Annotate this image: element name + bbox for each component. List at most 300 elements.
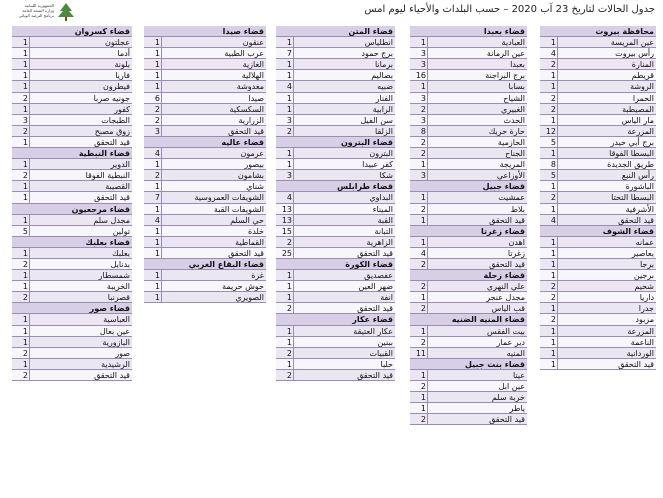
- locality-name: الدوير: [110, 160, 130, 170]
- table-row: [144, 170, 266, 181]
- case-count: 7: [276, 48, 294, 58]
- table-row: [410, 137, 527, 148]
- locality-name: الأشرفية: [625, 204, 654, 214]
- case-count: 2: [12, 259, 30, 269]
- locality-name: شكا: [379, 171, 393, 181]
- locality-name: الغازية: [242, 60, 264, 70]
- table-row: [276, 204, 395, 215]
- page-title: جدول الحالات لتاريخ 23 آب 2020 – حسب البلدات والأحياء ليوم امس: [364, 4, 655, 15]
- locality-name: الفنار: [375, 93, 393, 103]
- table-row: [276, 170, 395, 181]
- locality-name: قيد التحقق: [489, 259, 525, 269]
- locality-name: الهلالية: [241, 71, 264, 81]
- locality-name: تولين: [112, 226, 130, 236]
- case-count: 1: [540, 359, 558, 369]
- header-count-cell: [12, 303, 30, 313]
- district-header: [410, 270, 527, 281]
- table-row: [276, 104, 395, 115]
- district-name: قضاء زغرتا: [480, 226, 525, 236]
- locality-name: بلونة: [114, 60, 130, 70]
- case-count: 1: [12, 192, 30, 202]
- locality-name: سن الفيل: [360, 115, 393, 125]
- locality-name: بسابا: [508, 82, 525, 92]
- locality-name: المزرعة: [627, 326, 654, 336]
- locality-name: بصاليم: [371, 71, 393, 81]
- district-header: [12, 148, 132, 159]
- case-count: 1: [12, 37, 30, 47]
- district-name: قضاء جبيل: [482, 182, 525, 192]
- locality-name: حوش حريمة: [222, 282, 264, 292]
- locality-name: شمسطار: [98, 271, 130, 281]
- table-row: [276, 370, 395, 381]
- table-row: [12, 170, 132, 181]
- table-row: [540, 259, 656, 270]
- table-row: [410, 148, 527, 159]
- table-row: [276, 59, 395, 70]
- table-row: [276, 270, 395, 281]
- case-count: 1: [144, 226, 162, 236]
- case-count: 1: [12, 337, 30, 347]
- table-row: [12, 270, 132, 281]
- locality-name: دير عمار: [496, 337, 525, 347]
- column-4: [144, 26, 266, 303]
- case-count: 1: [144, 37, 162, 47]
- locality-name: خلدة: [248, 226, 264, 236]
- table-row: [12, 70, 132, 81]
- case-count: 4: [276, 192, 294, 202]
- locality-name: الشياح: [503, 93, 525, 103]
- case-count: 1: [276, 59, 294, 69]
- locality-name: قيد التحقق: [618, 215, 654, 225]
- case-count: 2: [276, 348, 294, 358]
- table-row: [540, 215, 656, 226]
- locality-name: القصيبة: [105, 182, 130, 192]
- district-name: قضاء زحلة: [483, 271, 525, 281]
- case-count: 1: [410, 326, 428, 336]
- case-count: 1: [540, 248, 558, 258]
- locality-name: عيتا: [512, 370, 525, 380]
- case-count: 1: [12, 270, 30, 280]
- cedar-logo-icon: [56, 2, 76, 22]
- case-count: 1: [410, 215, 428, 225]
- table-row: [540, 237, 656, 248]
- table-row: [540, 37, 656, 48]
- case-count: 1: [540, 326, 558, 336]
- table-row: [276, 93, 395, 104]
- case-count: 1: [144, 281, 162, 291]
- table-row: [540, 59, 656, 70]
- header-count-cell: [276, 181, 294, 191]
- locality-name: صيدا: [248, 93, 264, 103]
- locality-name: الشويفات العمروسية: [194, 193, 264, 203]
- header-count-cell: [276, 137, 294, 147]
- locality-name: الزاهرية: [366, 237, 393, 247]
- table-row: [410, 381, 527, 392]
- case-count: 11: [410, 348, 428, 358]
- table-row: [144, 281, 266, 292]
- table-row: [144, 270, 266, 281]
- district-header: [144, 259, 266, 270]
- table-row: [410, 170, 527, 181]
- column-3: [276, 26, 395, 381]
- table-row: [12, 181, 132, 192]
- table-row: [540, 81, 656, 92]
- locality-name: الزرارية: [238, 115, 264, 125]
- case-count: 2: [410, 303, 428, 313]
- table-row: [410, 303, 527, 314]
- district-header: [276, 314, 395, 325]
- locality-name: قيد التحقق: [228, 126, 264, 136]
- table-row: [144, 81, 266, 92]
- header-count-cell: [410, 226, 428, 236]
- case-count: 1: [540, 337, 558, 347]
- header-count-cell: [410, 359, 428, 369]
- table-row: [12, 159, 132, 170]
- locality-name: الجناح: [505, 149, 525, 159]
- case-count: 2: [540, 93, 558, 103]
- locality-name: قيد التحقق: [618, 359, 654, 369]
- locality-name: قيد التحقق: [228, 248, 264, 258]
- table-row: [410, 48, 527, 59]
- locality-name: قب الياس: [491, 304, 525, 314]
- locality-name: المريجة: [499, 160, 525, 170]
- case-count: 1: [276, 104, 294, 114]
- locality-name: عين بعال: [99, 326, 130, 336]
- header-count-cell: [276, 26, 294, 36]
- table-row: [410, 337, 527, 348]
- district-name: قضاء بعبدا: [483, 27, 525, 36]
- locality-name: بلاط: [510, 204, 525, 214]
- table-row: [144, 292, 266, 303]
- case-count: 2: [144, 170, 162, 180]
- case-count: 1: [276, 37, 294, 47]
- locality-name: خربة سلم: [491, 393, 525, 403]
- case-count: 1: [12, 59, 30, 69]
- locality-name: الناعمة: [630, 337, 654, 347]
- case-count: 8: [410, 126, 428, 136]
- locality-name: حلبا: [380, 359, 393, 369]
- district-header: [144, 26, 266, 37]
- locality-name: علي النهري: [486, 282, 525, 292]
- case-count: 2: [12, 93, 30, 103]
- district-header: [410, 26, 527, 37]
- table-row: [12, 93, 132, 104]
- locality-name: قيد التحقق: [489, 215, 525, 225]
- locality-name: الطبجات: [101, 115, 130, 125]
- case-count: 1: [12, 314, 30, 324]
- table-row: [540, 314, 656, 325]
- locality-name: شناي: [246, 182, 264, 192]
- table-row: [410, 326, 527, 337]
- case-count: 2: [410, 148, 428, 158]
- locality-name: مغدوشة: [236, 82, 264, 92]
- case-count: 1: [276, 281, 294, 291]
- district-name: قضاء المنيه الضنيه: [451, 315, 525, 325]
- locality-name: الغبيري: [500, 104, 525, 114]
- locality-name: عجلتون: [104, 38, 130, 48]
- case-count: 4: [540, 215, 558, 225]
- table-row: [144, 248, 266, 259]
- case-count: 1: [144, 248, 162, 258]
- case-count: 5: [540, 170, 558, 180]
- case-count: 1: [12, 215, 30, 225]
- table-row: [276, 81, 395, 92]
- locality-name: قيد التحقق: [357, 304, 393, 314]
- case-count: 1: [410, 37, 428, 47]
- table-row: [144, 37, 266, 48]
- locality-name: كفر عبيدا: [362, 160, 393, 170]
- header-count-cell: [410, 26, 428, 36]
- case-count: 2: [410, 337, 428, 347]
- case-count: 13: [276, 215, 294, 225]
- table-row: [12, 359, 132, 370]
- case-count: 2: [12, 348, 30, 358]
- table-row: [144, 237, 266, 248]
- column-5: [12, 26, 132, 381]
- locality-name: برجين: [633, 271, 654, 281]
- table-row: [410, 348, 527, 359]
- case-count: 1: [540, 181, 558, 191]
- district-header: [12, 204, 132, 215]
- table-row: [12, 326, 132, 337]
- locality-name: الروشة: [630, 82, 654, 92]
- locality-name: الميناء: [372, 204, 393, 214]
- case-count: 2: [540, 314, 558, 324]
- table-row: [410, 248, 527, 259]
- locality-name: البترون: [369, 149, 393, 159]
- case-count: 3: [276, 115, 294, 125]
- case-count: 1: [144, 159, 162, 169]
- table-row: [540, 93, 656, 104]
- case-count: 3: [410, 115, 428, 125]
- table-row: [540, 281, 656, 292]
- district-name: قضاء صيدا: [222, 27, 264, 36]
- locality-name: الوردانية: [626, 348, 654, 358]
- district-name: قضاء الشوف: [602, 226, 654, 236]
- table-row: [144, 115, 266, 126]
- case-count: 3: [410, 93, 428, 103]
- case-count: 2: [540, 104, 558, 114]
- case-count: 1: [12, 281, 30, 291]
- locality-name: البداوي: [369, 193, 393, 203]
- locality-name: القبة: [377, 215, 393, 225]
- header-count-cell: [144, 259, 162, 269]
- locality-name: برج البراجنة: [485, 71, 525, 81]
- case-count: 2: [410, 281, 428, 291]
- district-header: [540, 226, 656, 237]
- case-count: 1: [276, 326, 294, 336]
- locality-name: قيد التحقق: [94, 370, 130, 380]
- district-header: [12, 237, 132, 248]
- locality-name: المنيه: [506, 348, 525, 358]
- locality-name: انفة: [380, 293, 393, 303]
- district-name: قضاء مرجعيون: [71, 204, 130, 214]
- case-count: 15: [276, 226, 294, 236]
- locality-name: الحازمية: [497, 137, 525, 147]
- table-row: [276, 215, 395, 226]
- locality-name: رأس بيروت: [615, 49, 654, 59]
- case-count: 1: [276, 359, 294, 369]
- locality-name: الخريبة: [106, 282, 130, 292]
- locality-name: كفور: [114, 104, 130, 114]
- table-row: [276, 37, 395, 48]
- table-row: [540, 137, 656, 148]
- locality-name: عرمون: [240, 149, 264, 159]
- locality-name: مار الياس: [621, 115, 654, 125]
- case-count: 1: [276, 70, 294, 80]
- case-count: 2: [12, 370, 30, 380]
- table-row: [540, 170, 656, 181]
- ministry-logo: [4, 2, 78, 26]
- case-count: 3: [410, 59, 428, 69]
- district-name: قضاء البقاع الغربي: [188, 259, 264, 269]
- case-count: 5: [540, 137, 558, 147]
- locality-name: برج حمود: [361, 49, 393, 59]
- table-row: [12, 337, 132, 348]
- case-count: 1: [540, 237, 558, 247]
- header-count-cell: [410, 270, 428, 280]
- locality-name: غزة: [251, 271, 264, 281]
- case-count: 1: [540, 70, 558, 80]
- locality-name: بدنايل: [110, 259, 130, 269]
- case-count: 1: [410, 370, 428, 380]
- locality-name: عرب الطبية: [224, 49, 264, 59]
- district-name: قضاء البترون: [340, 137, 393, 147]
- locality-name: قيد التحقق: [489, 415, 525, 425]
- case-count: 2: [410, 414, 428, 424]
- table-row: [144, 159, 266, 170]
- district-name: قضاء الكورة: [345, 259, 393, 269]
- table-row: [540, 303, 656, 314]
- table-row: [144, 148, 266, 159]
- table-row: [12, 104, 132, 115]
- case-count: 1: [144, 81, 162, 91]
- district-header: [540, 26, 656, 37]
- table-row: [12, 37, 132, 48]
- district-header: [410, 359, 527, 370]
- case-count: 3: [276, 170, 294, 180]
- case-count: 4: [540, 48, 558, 58]
- locality-name: بيصور: [244, 160, 264, 170]
- case-count: 1: [410, 403, 428, 413]
- case-count: 16: [410, 70, 428, 80]
- locality-name: بشامون: [237, 171, 264, 181]
- logo-text: الجمهورية اللبنانية وزارة الصحة العامة برنامج الترصد الوبائي: [18, 3, 54, 18]
- district-name: قضاء كسروان: [74, 27, 130, 36]
- table-row: [410, 403, 527, 414]
- table-row: [12, 126, 132, 137]
- header-count-cell: [410, 314, 428, 324]
- table-row: [276, 326, 395, 337]
- case-count: 1: [410, 392, 428, 402]
- table-row: [540, 348, 656, 359]
- table-row: [540, 115, 656, 126]
- case-count: 1: [540, 204, 558, 214]
- locality-name: داريا: [639, 293, 654, 303]
- case-count: 4: [410, 248, 428, 258]
- table-row: [276, 237, 395, 248]
- case-count: 1: [410, 237, 428, 247]
- case-count: 4: [144, 215, 162, 225]
- table-row: [12, 370, 132, 381]
- table-row: [12, 226, 132, 237]
- district-header: [276, 137, 395, 148]
- table-row: [276, 303, 395, 314]
- locality-name: الباشورة: [625, 182, 654, 192]
- case-count: 3: [144, 126, 162, 136]
- table-row: [276, 359, 395, 370]
- case-count: 1: [276, 93, 294, 103]
- table-row: [144, 192, 266, 203]
- header-count-cell: [276, 259, 294, 269]
- locality-name: عين ابل: [498, 382, 525, 391]
- locality-name: قريطم: [631, 71, 654, 81]
- case-count: 1: [144, 237, 162, 247]
- case-count: 1: [144, 292, 162, 302]
- locality-name: المزرعة: [627, 126, 654, 136]
- table-row: [144, 215, 266, 226]
- locality-name: الصويري: [235, 293, 264, 303]
- district-name: قضاء بنت جبيل: [465, 359, 525, 369]
- header-count-cell: [144, 26, 162, 36]
- locality-name: ببنين: [377, 337, 393, 347]
- locality-name: ياطر: [509, 404, 525, 414]
- case-count: 2: [276, 370, 294, 380]
- locality-name: حي السلم: [230, 215, 264, 225]
- table-row: [410, 281, 527, 292]
- locality-name: العبادية: [501, 38, 525, 48]
- case-count: 1: [12, 81, 30, 91]
- header-count-cell: [12, 204, 30, 214]
- locality-name: قيد التحقق: [357, 370, 393, 380]
- locality-name: طريق الجديدة: [607, 160, 654, 170]
- case-count: 4: [144, 148, 162, 158]
- case-count: 1: [276, 159, 294, 169]
- locality-name: زغرتا: [507, 248, 525, 258]
- locality-name: مزبود: [635, 315, 654, 325]
- case-count: 2: [144, 104, 162, 114]
- case-count: 1: [12, 70, 30, 80]
- locality-name: ضهر العين: [358, 282, 393, 292]
- case-count: 8: [540, 159, 558, 169]
- case-count: 2: [540, 292, 558, 302]
- table-row: [144, 204, 266, 215]
- case-count: 1: [540, 148, 558, 158]
- table-row: [12, 215, 132, 226]
- locality-name: الزلقا: [375, 126, 393, 136]
- case-count: 2: [276, 303, 294, 313]
- locality-name: التبانة: [374, 226, 393, 236]
- district-name: قضاء النبطية: [78, 149, 130, 159]
- locality-name: ضبيه: [377, 82, 393, 92]
- case-count: 1: [144, 204, 162, 214]
- district-name: قضاء صور: [89, 304, 130, 314]
- table-row: [410, 370, 527, 381]
- column-2: [410, 26, 527, 425]
- district-name: قضاء عكار: [352, 315, 393, 325]
- district-header: [12, 26, 132, 37]
- locality-name: النبطية الفوقا: [85, 171, 130, 181]
- table-row: [540, 70, 656, 81]
- locality-name: صور: [115, 348, 130, 358]
- table-row: [410, 292, 527, 303]
- header-count-cell: [540, 26, 558, 36]
- case-count: 1: [276, 292, 294, 302]
- locality-name: برمانا: [374, 60, 393, 70]
- locality-name: الرشيدية: [101, 359, 130, 369]
- table-row: [540, 326, 656, 337]
- table-row: [276, 148, 395, 159]
